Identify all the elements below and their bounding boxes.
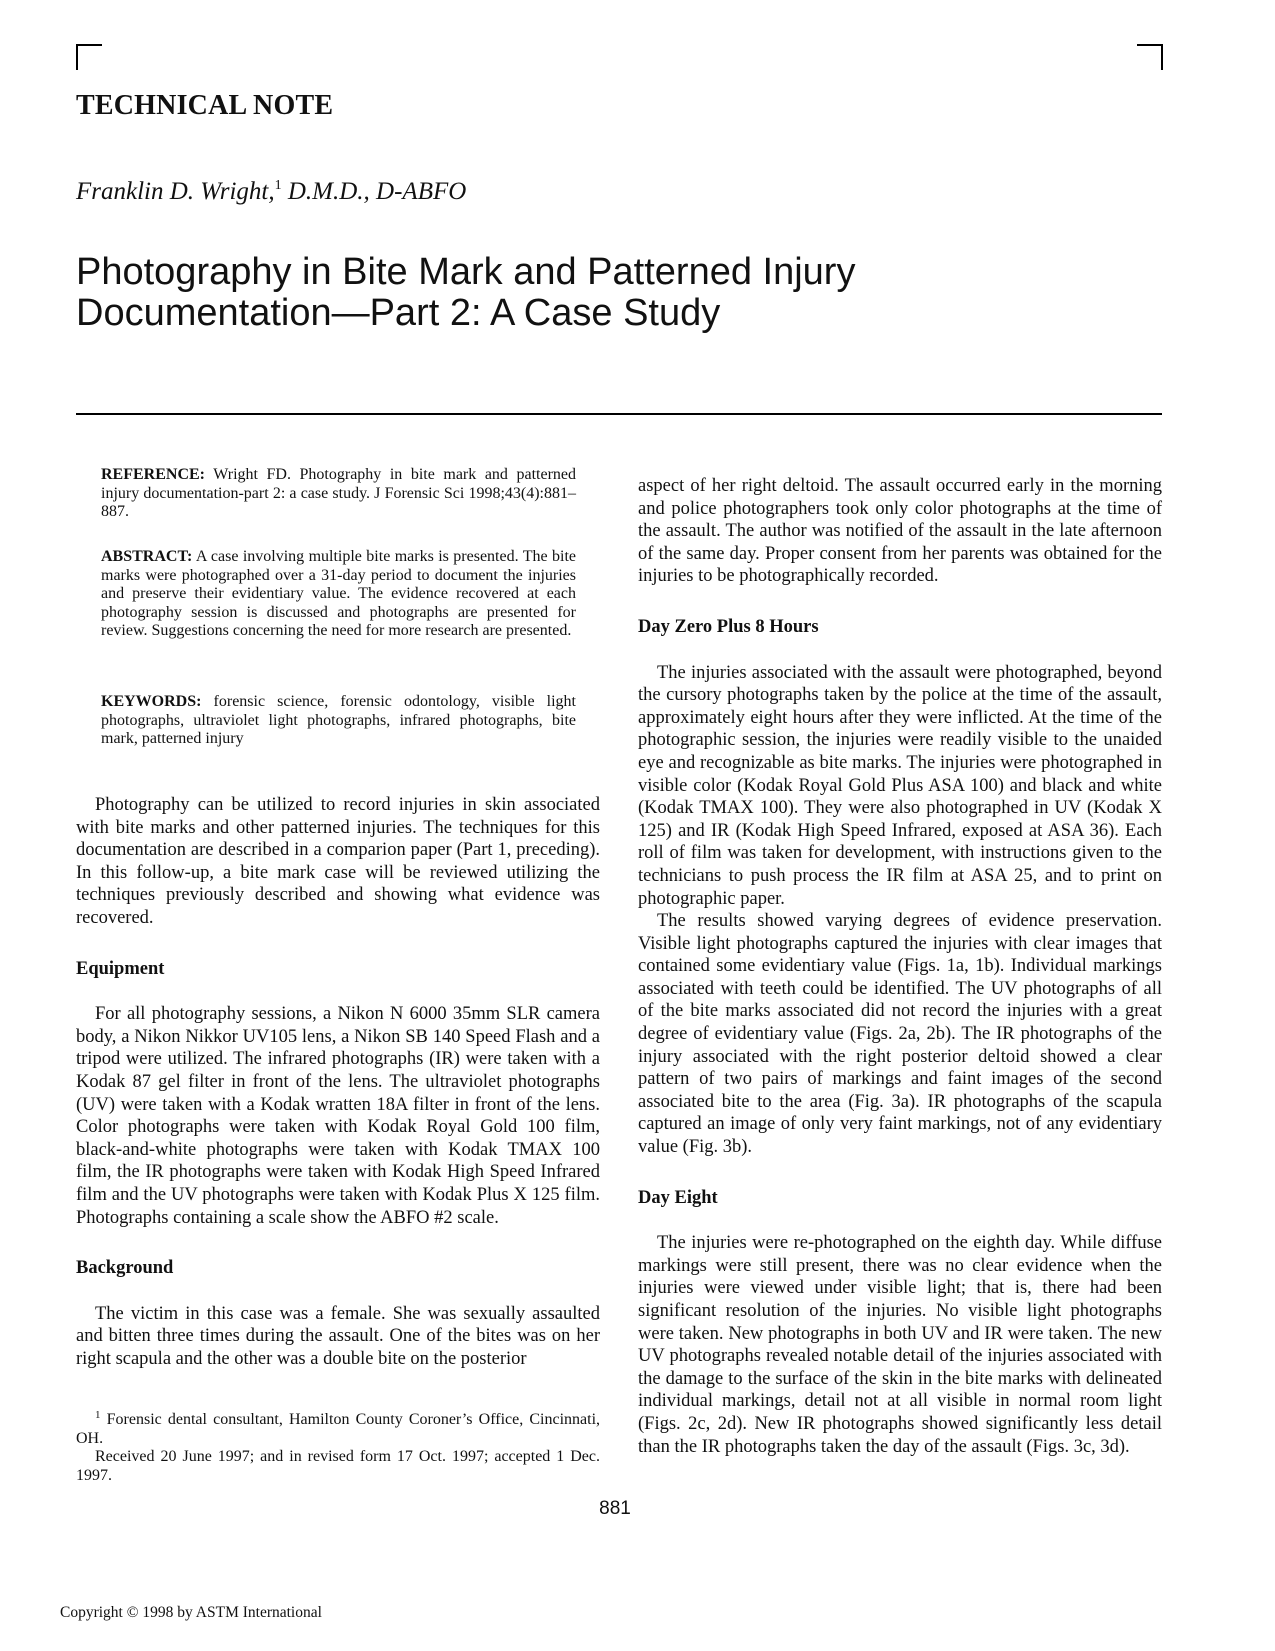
abstract-label: ABSTRACT: — [101, 548, 193, 565]
title-line-2: Documentation—Part 2: A Case Study — [76, 292, 721, 334]
background-continued: aspect of her right deltoid. The assault occurred early in the morning and police photographers took only color photographs at the time of the assault. The author was notified of the assault in the late afternoon of the same day. Proper consent from her parents was obtained for the injuries to be photographically recorded. — [638, 476, 1162, 587]
author-degrees: D.M.D., D-ABFO — [287, 178, 467, 205]
title-line-1: Photography in Bite Mark and Patterned Injury — [76, 251, 856, 293]
background-paragraph: The victim in this case was a female. She was sexually assaulted and bitten three times during the assault. One of the bites was on her right scapula and the other was a double bite on the posterior — [76, 1303, 600, 1369]
keywords-text: forensic science, forensic odontology, visible light photographs, ultraviolet light photographs, infrared photographs, bite mark, patterned injury — [101, 693, 576, 748]
author-line — [76, 178, 466, 206]
day-zero-paragraph-2: The results showed varying degrees of evidence preservation. Visible light photographs captured the injuries with clear images that contained some evidentiary value (Figs. 1a, 1b). Individual markings associated with teeth could be identified. The UV photographs of all of the bite marks associated did not record the injuries with a great degree of evidentiary value (Figs. 2a, 2b). The IR photographs of the injury associated with the right posterior deltoid showed a clear pattern of two pairs of markings and faint images of the second associated bite to the area (Fig. 3a). IR photographs of the scapula captured an image of only very faint markings, not of any evidentiary value (Fig. 3b). — [638, 911, 1162, 1158]
crop-mark-top-left — [76, 44, 102, 70]
footnote-affiliation — [76, 1406, 600, 1448]
footnotes — [76, 1406, 600, 1485]
keywords-block — [101, 693, 576, 749]
equipment-paragraph: For all photography sessions, a Nikon N 6000 35mm SLR camera body, a Nikon Nikkor UV105 lens, a Nikon SB 140 Speed Flash and a tripod were utilized. The infrared photographs (IR) were taken with a Kodak 87 gel filter in front of the lens. The ultraviolet photographs (UV) were taken with a Kodak wratten 18A filter in front of the lens. Color photographs were taken with Kodak Royal Gold 100 film, black-and-white photographs were taken with Kodak TMAX 100 film, the IR photographs were taken with Kodak High Speed Infrared film and the UV photographs were taken with Kodak Plus X 125 film. Photographs containing a scale show the ABFO #2 scale. — [76, 1004, 600, 1228]
background-heading: Background — [76, 1258, 174, 1279]
footnote-affiliation-text: Forensic dental consultant, Hamilton County Coroner’s Office, Cincinnati, OH. — [76, 1411, 601, 1447]
abstract-block — [101, 548, 576, 641]
intro-paragraph: Photography can be utilized to record injuries in skin associated with bite marks and other patterned injuries. The techniques for this documentation are described in a comparion paper (Part 1, preceding). In this follow-up, a bite mark case will be reviewed utilizing the techniques previously described and showing what evidence was recovered. — [76, 795, 600, 928]
paper-title — [76, 252, 1076, 334]
reference-label: REFERENCE: — [101, 466, 206, 483]
keywords-label: KEYWORDS: — [101, 693, 202, 710]
section-label: TECHNICAL NOTE — [76, 90, 334, 121]
right-column — [638, 475, 1162, 1458]
author-footnote-mark: 1 — [274, 178, 282, 193]
reference-block — [101, 466, 576, 522]
reference-text: Wright FD. Photography in bite mark and patterned injury documentation-part 2: a case study. J Forensic Sci 1998;43(4):881–887. — [101, 466, 576, 521]
day-eight-paragraph: The injuries were re-photographed on the eighth day. While diffuse markings were still present, there was no clear evidence when the injuries were viewed under visible light; that is, there had been significant resolution of the injuries. No visible light photographs were taken. New photographs in both UV and IR were taken. The new UV photographs revealed notable detail of the injuries associated with the damage to the surface of the skin in the bite marks with delineated individual markings, detail not at all visible in normal room light (Figs. 2c, 2d). New IR photographs showed significantly less detail than the IR photographs taken the day of the assault (Figs. 3c, 3d). — [638, 1233, 1162, 1457]
page-number: 881 — [599, 1498, 631, 1519]
copyright-notice: Copyright © 1998 by ASTM International — [60, 1604, 322, 1621]
equipment-heading: Equipment — [76, 958, 165, 979]
footnote-received: Received 20 June 1997; and in revised form 17 Oct. 1997; accepted 1 Dec. 1997. — [76, 1448, 600, 1484]
day-zero-paragraph-1: The injuries associated with the assault were photographed, beyond the cursory photographs taken by the police at the time of the assault, approximately eight hours after they were inflicted. At the time of the photographic session, the injuries were readily visible to the unaided eye and recognizable as bite marks. The injuries were photographed in visible color (Kodak Royal Gold Plus ASA 100) and black and white (Kodak TMAX 100). They were also photographed in UV (Kodak X 125) and IR (Kodak High Speed Infrared, exposed at ASA 36). Each roll of film was taken for development, with instructions given to the technicians to push process the IR film at ASA 25, and to print on photographic paper. — [638, 662, 1162, 909]
author-name: Franklin D. Wright, — [76, 178, 275, 205]
day-zero-heading: Day Zero Plus 8 Hours — [638, 616, 819, 637]
crop-mark-top-right — [1137, 44, 1163, 70]
abstract-text: A case involving multiple bite marks is presented. The bite marks were photographed over a 31-day period to document the injuries and preserve their evidentiary value. The evidence recovered at each photography session is discussed and photographs are presented for review. Suggestions concerning the need for more research are presented. — [101, 548, 576, 640]
day-eight-heading: Day Eight — [638, 1187, 718, 1208]
left-column — [76, 794, 600, 1370]
footnote-mark: 1 — [95, 1409, 101, 1421]
title-rule — [76, 413, 1162, 415]
